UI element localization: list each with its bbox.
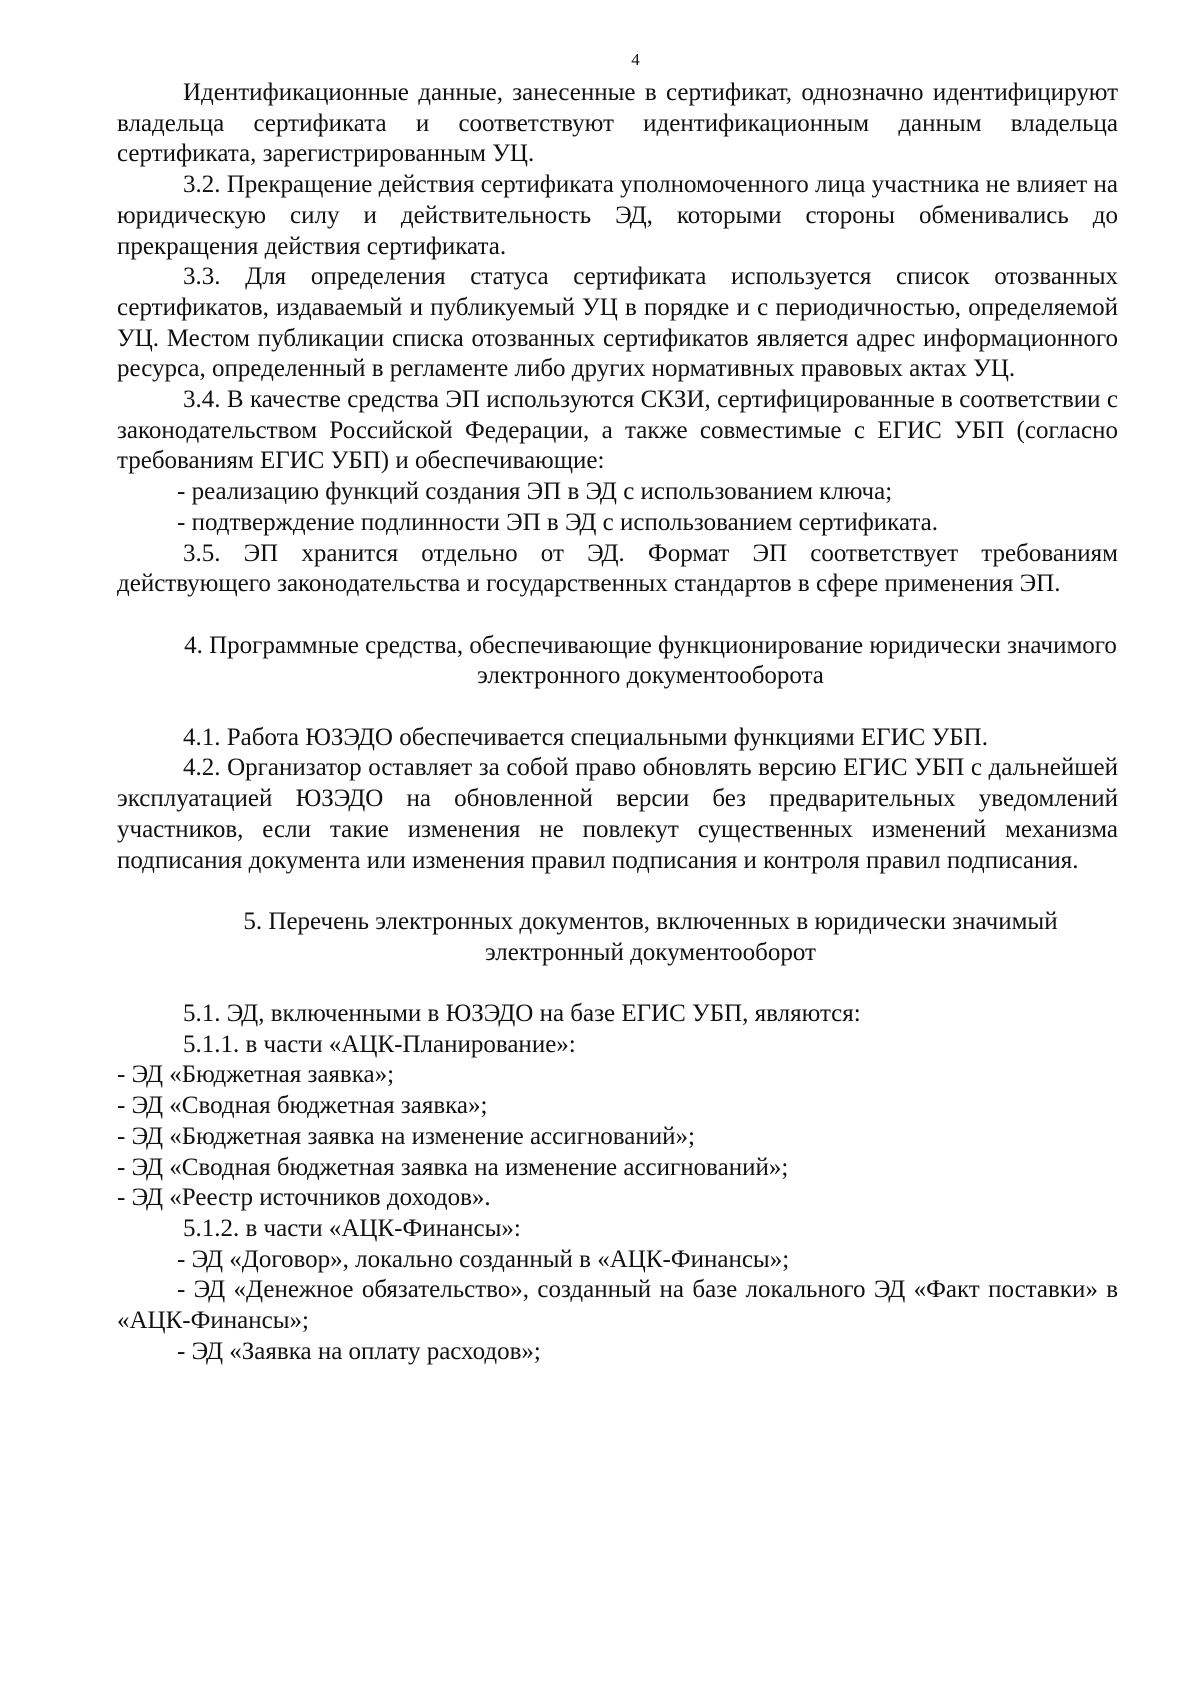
- paragraph: 5.1.2. в части «АЦК-Финансы»:: [183, 1214, 521, 1242]
- section-spacer: [117, 968, 1118, 999]
- list-item: - ЭД «Денежное обязательство», созданный на базе локального ЭД «Факт поставки» в «АЦК-Финансы»;: [117, 1276, 1118, 1335]
- list-item: - ЭД «Бюджетная заявка»;: [117, 1061, 395, 1089]
- paragraph: 4.1. Работа ЮЗЭДО обеспечивается специальными функциями ЕГИС УБП.: [183, 723, 988, 751]
- page-number: 4: [631, 50, 640, 69]
- list-item: - ЭД «Бюджетная заявка на изменение ассигнований»;: [117, 1122, 695, 1150]
- list-item: - ЭД «Договор», локально созданный в «АЦК-Финансы»;: [177, 1245, 790, 1273]
- section-heading: 4. Программные средства, обеспечивающие функционирование юридически значимого электронного документооборота: [184, 631, 1117, 690]
- list-item: - реализацию функций создания ЭП в ЭД с использованием ключа;: [177, 478, 893, 506]
- section-heading: 5. Перечень электронных документов, включенных в юридически значимый электронный документооборот: [243, 907, 1058, 966]
- paragraph: 4.2. Организатор оставляет за собой право обновлять версию ЕГИС УБП с дальнейшей эксплуатацией ЮЗЭДО на обновленной версии без предварительных уведомлений участников, если такие изменения не повлекут существенных изменений механизма подписания документа или изменения правил подписания и контроля правил подписания.: [117, 754, 1118, 874]
- paragraph: 5.1.1. в части «АЦК-Планирование»:: [183, 1030, 576, 1058]
- list-item: - ЭД «Заявка на оплату расходов»;: [177, 1337, 541, 1365]
- section-spacer: [117, 600, 1118, 631]
- document-body: [117, 78, 1118, 1367]
- list-item: - ЭД «Сводная бюджетная заявка на изменение ассигнований»;: [117, 1153, 789, 1181]
- list-item: - ЭД «Сводная бюджетная заявка»;: [117, 1092, 488, 1120]
- paragraph: 3.4. В качестве средства ЭП используются СКЗИ, сертифицированные в соответствии с законодательством Российской Федерации, а также совместимые с ЕГИС УБП (согласно требованиям ЕГИС УБП) и обеспечивающие:: [117, 386, 1118, 475]
- list-item: - ЭД «Реестр источников доходов».: [117, 1184, 491, 1212]
- paragraph: 3.3. Для определения статуса сертификата используется список отозванных сертификатов, издаваемый и публикуемый УЦ в порядке и с периодичностью, определяемой УЦ. Местом публикации списка отозванных сертификатов является адрес информационного ресурса, определенный в регламенте либо других нормативных правовых актах УЦ.: [117, 263, 1118, 383]
- section-spacer: [117, 876, 1118, 907]
- section-spacer: [117, 692, 1118, 723]
- paragraph: Идентификационные данные, занесенные в сертификат, однозначно идентифицируют владельца сертификата и соответствуют идентификационным данным владельца сертификата, зарегистрированным УЦ.: [117, 79, 1118, 168]
- paragraph: 5.1. ЭД, включенными в ЮЗЭДО на базе ЕГИС УБП, являются:: [183, 1000, 861, 1028]
- list-item: - подтверждение подлинности ЭП в ЭД с использованием сертификата.: [177, 508, 938, 536]
- paragraph: 3.5. ЭП хранится отдельно от ЭД. Формат ЭП соответствует требованиям действующего законодательства и государственных стандартов в сфере применения ЭП.: [117, 539, 1118, 598]
- paragraph: 3.2. Прекращение действия сертификата уполномоченного лица участника не влияет на юридическую силу и действительность ЭД, которыми стороны обменивались до прекращения действия сертификата.: [117, 171, 1118, 260]
